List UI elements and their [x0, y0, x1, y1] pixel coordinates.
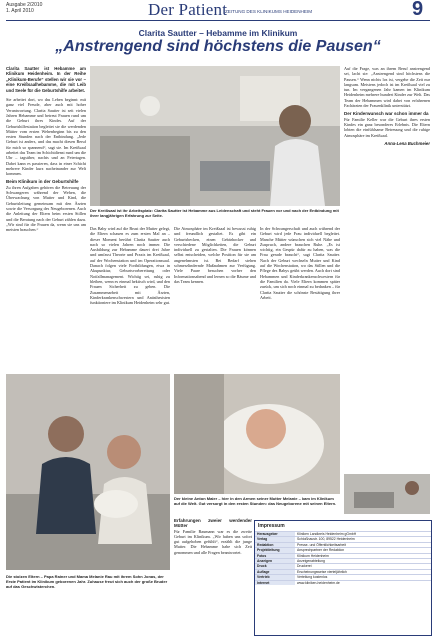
- column-4-body: In der Schwangerschaft und auch während der Geburt wird jede Frau individuell begleitet. Manche Mütter wünschen sich viel Nähe und Zuspruch, andere brauchen Ruhe. „Es ist wichtig, ein Gespür dafür zu haben, was die Frau gerade braucht“, sagt Clarita Sautter. Nach der Geburt wechseln Mutter und Kind auf die Wochenstation, wo das Stillen und die Pflege des Babys geübt werden. Auch dort sind Hebammen und Kinderkrankenschwestern für die Familien da. Viele Eltern kommen später zurück, um sich noch einmal zu bedanken – für Clarita Sautter die schönste Bestätigung ihrer Arbeit.: [260, 226, 340, 300]
- imprint-row: [255, 574, 431, 579]
- issue-info: [6, 2, 42, 14]
- imprint-row: [255, 542, 431, 547]
- column-3-lower: [174, 518, 252, 634]
- imprint-key: Verlag: [255, 537, 295, 541]
- imprint-value: Schloßhaustr. 100, 89522 Heidenheim: [297, 537, 355, 542]
- photo-delivery-room: [344, 474, 430, 514]
- imprint-row: [255, 558, 431, 563]
- midwife-photo-image: [90, 66, 340, 206]
- newborn-photo-image: [174, 374, 340, 494]
- imprint-value: Kliniken Landkreis Heidenheim gGmbH: [297, 532, 357, 536]
- article-author: Anna-Lena Buchmeier: [384, 140, 430, 146]
- imprint-value: Anzeigenabteilung: [297, 559, 325, 564]
- imprint-row: [255, 531, 431, 536]
- photo-newborn-caption: Der kleine Anton Maier – hier in den Armen seiner Mutter Melanie – kam im Klinikum auf die Welt. Gut versorgt in den ersten Stunden: das Neugeborene mit seinen Eltern.: [174, 496, 337, 506]
- column-2-body: Das Baby wird auf die Brust der Mutter gelegt, die Eltern schauen es zum ersten Mal an – dieser Moment berührt Clarita Sautter auch nach so vielen Jahren noch immer. Die Ausbildung zur Hebamme dauert drei Jahre und umfasst Theorie und Praxis im Kreißsaal, auf der Wochenstation und im Operationssaal. Danach folgen viele Fortbildungen, etwa in Akupunktur, Geburtsvorbereitung oder Notfallmanagement. Wichtig sei, ruhig zu bleiben, wenn es einmal hektisch wird, und den Frauen Sicherheit zu geben. Die Zusammenarbeit mit Ärzten, Kinderkrankenschwestern und Anästhesisten funktioniere im Klinikum Heidenheim sehr gut.: [90, 226, 170, 306]
- column-1-subhead: Beim Klinikum in der Geburtshilfe: [6, 179, 79, 185]
- column-1-body: Sie arbeitet dort, wo das Leben beginnt: mit ganz viel Freude, aber auch mit hoher Verantwortung. Clarita Sautter ist seit vielen Jahren Hebamme und betreut Frauen rund um die Geburt ihres Kindes. Auf der Geburtshilfestation begleitet sie die werdenden Mütter vom ersten Wehenbeginn bis zu den ersten Stunden nach der Entbindung. „Jede Geburt ist anders, und das macht diesen Beruf für mich so spannend“, sagt sie. Im Kreißsaal arbeitet das Team im Schichtdienst rund um die Uhr – tagsüber, nachts und an Feiertagen. Dabei kann es passieren, dass in einer Schicht mehrere Kinder kurz nacheinander zur Welt kommen.: [6, 97, 86, 177]
- column-5: [344, 66, 430, 470]
- imprint-key: Auflage: [255, 570, 295, 574]
- imprint-key: Druck: [255, 564, 295, 568]
- imprint-title: Impressum: [258, 523, 285, 529]
- imprint-key: Herausgeber: [255, 532, 295, 536]
- photo-parents-caption: Die stolzen Eltern – Papa Rainer und Mama Melanie Rau mit ihrem Sohn Jonas, der Erste Patient im Klinikum geborenen Jahr. Zuhause freut sich auch der große Bruder auf das Geschwisterchen.: [6, 574, 168, 589]
- article-headline: „Anstrengend sind höchstens die Pausen“: [55, 38, 381, 55]
- imprint-key: Redaktion: [255, 543, 295, 547]
- issue-date: 1. April 2010: [6, 8, 34, 14]
- issue-number: Ausgabe 2/2010: [6, 2, 43, 8]
- imprint-key: Internet: [255, 581, 295, 585]
- imprint-row: [255, 536, 431, 541]
- delivery-room-image: [344, 474, 430, 514]
- imprint-value: Erscheinungsweise vierteljährlich: [297, 569, 347, 574]
- imprint-value: Klinikum Heidenheim: [297, 553, 329, 558]
- column-3-body-2: Für Familie Baumann war es die zweite Geburt im Klinikum. „Wir haben uns sofort gut aufgehoben gefühlt“, erzählt die junge Mutter. Die Hebamme habe sich Zeit genommen und alle Fragen beantwortet.: [174, 528, 252, 555]
- imprint-row: [255, 580, 431, 585]
- column-1-body-2: Zu ihren Aufgaben gehören die Betreuung der Schwangeren während der Wehen, die Überwachung von Mutter und Kind, die Geburtsleitung gemeinsam mit den Ärzten sowie die Versorgung des Neugeborenen. Auch die Anleitung der Eltern beim ersten Stillen und die Beratung nach der Geburt zählen dazu. „Wir sind für die Frauen da, wenn sie uns am meisten brauchen.“: [6, 184, 86, 233]
- imprint-value: Ansprechpartner der Redaktion: [297, 548, 345, 553]
- imprint-value: Druckerei: [297, 564, 312, 569]
- column-5-body: Auf die Frage, was an ihrem Beruf anstrengend sei, lacht sie: „Anstrengend sind höchstens die Pausen.“ Wenn nichts los ist, vergehe die Zeit nur langsam. Meistens jedoch ist im Kreißsaal viel zu tun. Im vergangenen Jahr kamen im Klinikum Heidenheim mehrere hundert Kinder zur Welt. Das Team der Hebammen wird dabei von erfahrenen Fachärzten der Frauenklinik unterstützt.: [344, 66, 430, 109]
- photo-newborn: [174, 374, 340, 494]
- imprint-key: Vertrieb: [255, 575, 295, 579]
- photo-midwife: [90, 66, 340, 206]
- imprint-value: Presse- und Öffentlichkeitsarbeit: [297, 542, 346, 547]
- newspaper-subtitle: ZEITUNG DES KLINIKUMS HEIDENHEIM: [225, 9, 313, 14]
- column-3-body: Die Atmosphäre im Kreißsaal ist bewusst ruhig und freundlich gestaltet. Es gibt ein Geburtsbecken, einen Gebärhocker und verschiedene Möglichkeiten, die Geburt individuell zu gestalten. Die Frauen können selbst entscheiden, welche Position für sie am angenehmsten ist. Bei Bedarf stehen schmerzlindernde Maßnahmen zur Verfügung. Viele Paare besuchen vorher den Informationsabend und lernen so die Räume und das Team kennen.: [174, 226, 256, 284]
- imprint-key: Anzeigen: [255, 559, 295, 563]
- column-5-subhead: Der Kinderwunsch war schon immer da: [344, 111, 429, 117]
- column-3: [174, 226, 256, 372]
- article-kicker: Clarita Sautter – Hebamme im Klinikum: [138, 28, 298, 38]
- column-2: [90, 226, 170, 370]
- imprint-key: Projektleitung: [255, 548, 295, 552]
- column-5-body-2: Für Familie Keller war die Geburt ihres ersten Kindes ein ganz besonderes Erlebnis. Die Eltern lobten die einfühlsame Betreuung und die ruhige Atmosphäre im Kreißsaal.: [344, 116, 430, 138]
- imprint-row: [255, 569, 431, 574]
- column-3-subhead: Erfahrungen zweier werdender Mütter: [174, 518, 252, 529]
- imprint-row: [255, 553, 431, 558]
- imprint-row: [255, 563, 431, 568]
- photo-parents: [6, 374, 170, 570]
- page-number: 9: [412, 0, 424, 20]
- newspaper-title: Der Patient: [148, 0, 228, 19]
- column-1: [6, 66, 86, 370]
- photo-midwife-caption: Der Kreißsaal ist ihr Arbeitsplatz: Clarita Sautter ist Hebamme aus Leidenschaft und steht Frauen vor und nach der Entbindung mit ihrer langjährigen Erfahrung zur Seite.: [90, 208, 339, 218]
- imprint-value: Verteilung kostenlos: [297, 575, 328, 580]
- article-lead: Clarita Sautter ist Hebamme am Klinikum Heidenheim. In der Reihe „Klinikum-Berufe“ stellen wir sie vor – eine Kreißsaalhebamme, die mit Leib und Seele für die Geburtshilfe arbeitet.: [6, 66, 86, 93]
- imprint-value: www.kliniken-heidenheim.de: [297, 580, 340, 585]
- parents-photo-image: [6, 374, 170, 570]
- masthead-divider: [6, 20, 430, 21]
- imprint-box: [254, 520, 432, 636]
- imprint-key: Fotos: [255, 554, 295, 558]
- imprint-table: [255, 531, 431, 585]
- imprint-row: [255, 547, 431, 552]
- column-4: [260, 226, 340, 370]
